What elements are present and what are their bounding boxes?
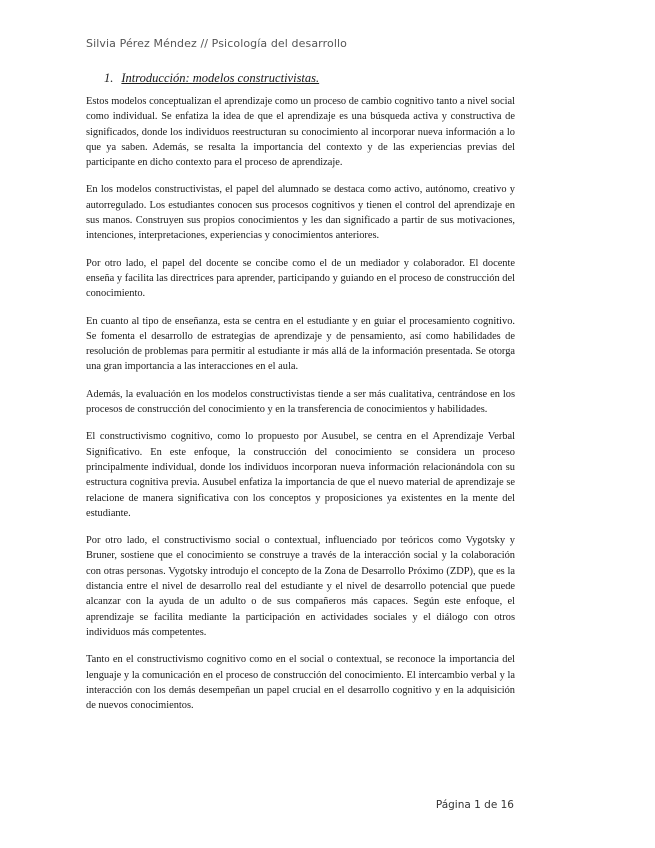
page-header: Silvia Pérez Méndez // Psicología del desarrollo	[86, 37, 347, 50]
paragraph: Además, la evaluación en los modelos constructivistas tiende a ser más cualitativa, centrándose en los procesos de construcción del conocimiento y en la transferencia de conocimientos y habilidades.	[86, 388, 515, 416]
paragraph: Por otro lado, el constructivismo social o contextual, influenciado por teóricos como Vygotsky y Bruner, sostiene que el conocimiento se construye a través de la interacción social y la colaboración con otras personas. Vygotsky introdujo el concepto de la Zona de Desarrollo Próximo (ZDP), que es la distancia entre el nivel de desarrollo real del estudiante y el nivel de desarrollo potencial que puede alcanzar con la ayuda de un adulto o de sus compañeros más capaces. Según este enfoque, el aprendizaje se facilita mediante la participación en actividades sociales y el diálogo con otros individuos más competentes.	[86, 535, 515, 638]
paragraph: El constructivismo cognitivo, como lo propuesto por Ausubel, se centra en el Aprendizaje Verbal Significativo. En este enfoque, la construcción del conocimiento se considera un proceso principalmente individual, donde los individuos incorporan nueva información relacionándola con su estructura cognitiva previa. Ausubel enfatiza la importancia de que el nuevo material de aprendizaje se relacione de manera significativa con los conceptos y proposiciones ya existentes en la mente del estudiante.	[86, 431, 515, 519]
paragraph: Tanto en el constructivismo cognitivo como en el social o contextual, se reconoce la importancia del lenguaje y la comunicación en el proceso de construcción del conocimiento. El intercambio verbal y la interacción con los demás desempeñan un papel crucial en el desarrollo cognitivo y en la adquisición de nuevos conocimientos.	[86, 654, 515, 712]
paragraph: Estos modelos conceptualizan el aprendizaje como un proceso de cambio cognitivo tanto a nivel social como individual. Se enfatiza la idea de que el aprendizaje es una búsqueda activa y constructiva de significados, donde los individuos reestructuran su conocimiento al incorporar nueva información a lo que ya saben. Además, se resalta la importancia del contexto y de las experiencias previas del participante en dicho contexto para el proceso de aprendizaje.	[86, 96, 515, 169]
paragraph: Por otro lado, el papel del docente se concibe como el de un mediador y colaborador. El docente enseña y facilita las directrices para aprender, participando y guiando en el proceso de construcción del conocimiento.	[86, 257, 515, 300]
page-number: Página 1 de 16	[435, 799, 514, 811]
section-heading	[104, 71, 319, 86]
section-number: 1.	[104, 71, 114, 85]
section-title: Introducción: modelos constructivistas.	[121, 71, 320, 85]
paragraph: En cuanto al tipo de enseñanza, esta se centra en el estudiante y en guiar el procesamiento cognitivo. Se fomenta el desarrollo de estrategias de aprendizaje y de pensamiento, así como habilidades de resolución de problemas para permitir al estudiante ir más allá de la información presentada. Se otorga una gran importancia a las interacciones en el aula.	[86, 315, 515, 373]
paragraph: En los modelos constructivistas, el papel del alumnado se destaca como activo, autónomo, creativo y autorregulado. Los estudiantes conocen sus procesos cognitivos y tienen el control del aprendizaje en sus manos. Construyen sus propios conocimientos y les dan significado a partir de sus motivaciones, intenciones, interpretaciones, experiencias y conocimientos anteriores.	[86, 184, 515, 242]
document-body	[86, 94, 515, 725]
